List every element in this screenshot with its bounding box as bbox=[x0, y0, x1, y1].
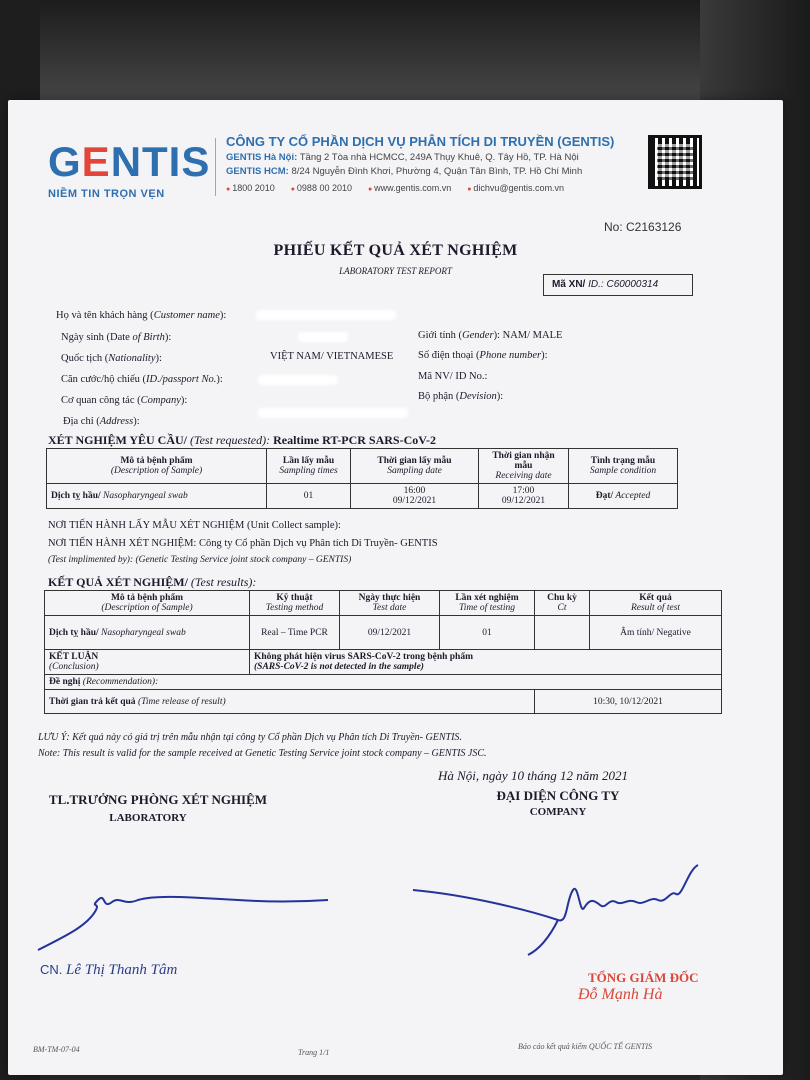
address-label: Địa chỉ ( bbox=[63, 416, 100, 427]
right-signature-image bbox=[408, 860, 718, 960]
res-times-cell: 01 bbox=[440, 616, 535, 650]
division-label: Bộ phận ( bbox=[418, 391, 460, 402]
req-sampling-cell: 16:00 09/12/2021 bbox=[351, 484, 479, 509]
conclusion-label-cell: KẾT LUẬN (Conclusion) bbox=[45, 650, 250, 675]
gender-field: Giới tính (Gender): NAM/ MALE bbox=[418, 330, 563, 341]
res-result-cell: Âm tính/ Negative bbox=[590, 616, 722, 650]
company-name: CÔNG TY CỔ PHẦN DỊCH VỤ PHÂN TÍCH DI TRUYỀN (GENTIS) bbox=[226, 134, 615, 149]
phone-label-en: Phone number bbox=[479, 350, 542, 361]
release-value-cell: 10:30, 10/12/2021 bbox=[535, 690, 722, 714]
req-col-receiving-date: Thời gian nhận mẫu Receiving date bbox=[479, 449, 569, 484]
email-link[interactable]: ● dichvu@gentis.com.vn bbox=[467, 183, 564, 193]
test-id-value: C60000314 bbox=[603, 279, 659, 290]
req-condition-cell: Đạt/ Accepted bbox=[569, 484, 678, 509]
req-col-sampling-date: Thời gian lấy mẫu Sampling date bbox=[351, 449, 479, 484]
res-ct-cell bbox=[535, 616, 590, 650]
results-header-row bbox=[45, 591, 722, 616]
gender-label: Giới tính ( bbox=[418, 330, 463, 341]
passport-field: Căn cước/hộ chiếu (ID./passport No.): bbox=[61, 374, 223, 385]
res-col-test-date: Ngày thực hiện Test date bbox=[340, 591, 440, 616]
division-label-en: Devision bbox=[459, 391, 497, 402]
redacted-passport bbox=[258, 375, 338, 385]
mobile-phone: ● 0988 00 2010 bbox=[291, 183, 352, 193]
requested-heading-en: (Test requested): bbox=[187, 433, 271, 447]
customer-name-label-en: Customer name bbox=[153, 310, 220, 321]
recommendation-row bbox=[45, 675, 722, 690]
release-label-cell: Thời gian trả kết quả (Time release of result) bbox=[45, 690, 535, 714]
company-label-en: Company bbox=[140, 395, 181, 406]
nationality-label: Quốc tịch ( bbox=[61, 353, 109, 364]
page-number: Trang 1/1 bbox=[298, 1048, 330, 1057]
hotline: ● 1800 2010 bbox=[226, 183, 275, 193]
phone-field: Số điện thoại (Phone number): bbox=[418, 350, 548, 361]
requested-header-row bbox=[47, 449, 678, 484]
company-label: Cơ quan công tác ( bbox=[61, 395, 141, 406]
redacted-dob bbox=[298, 332, 348, 342]
redacted-name bbox=[256, 310, 396, 320]
header-divider bbox=[215, 138, 216, 196]
hcm-label: GENTIS HCM: bbox=[226, 166, 289, 177]
passport-label-en: ID./passport No. bbox=[146, 374, 217, 385]
logo-word: GENTIS bbox=[48, 138, 211, 185]
nationality-field: Quốc tịch (Nationality): bbox=[61, 353, 162, 364]
company-info bbox=[226, 134, 636, 193]
background-top bbox=[0, 0, 810, 110]
left-signer-subtitle: LABORATORY bbox=[109, 812, 187, 824]
company-logo bbox=[48, 138, 210, 200]
left-signer-title: TL.TRƯỞNG PHÒNG XÉT NGHIỆM bbox=[48, 792, 268, 807]
logo-tagline: NIỀM TIN TRỌN VẸN bbox=[48, 188, 165, 200]
report-title: PHIẾU KẾT QUẢ XÉT NGHIỆM bbox=[273, 242, 518, 259]
right-signer-title: ĐẠI DIỆN CÔNG TY bbox=[496, 788, 620, 803]
results-heading-en: (Test results): bbox=[187, 575, 257, 589]
director-name: Đỗ Mạnh Hà bbox=[578, 986, 663, 1003]
place-date: Hà Nội, ngày 10 tháng 12 năm 2021 bbox=[438, 768, 628, 783]
note-vi: LƯU Ý: Kết quả này có giá trị trên mẫu nhận tại công ty Cổ phần Dịch vụ Phân tích Di Truyền- GENTIS. bbox=[38, 732, 462, 743]
recommendation-cell: Đề nghị (Recommendation): bbox=[45, 675, 722, 690]
hcm-address-line bbox=[226, 166, 636, 177]
phone-label: Số điện thoại ( bbox=[418, 350, 480, 361]
conclusion-value-cell: Không phát hiện virus SARS-CoV-2 trong bệnh phẩm (SARS-CoV-2 is not detected in the sample) bbox=[250, 650, 722, 675]
report-subtitle: LABORATORY TEST REPORT bbox=[339, 266, 452, 276]
website-link[interactable]: ● www.gentis.com.vn bbox=[368, 183, 451, 193]
customer-name-label: Họ và tên khách hàng ( bbox=[56, 310, 154, 321]
collect-place: NƠI TIẾN HÀNH LẤY MẪU XÉT NGHIỆM (Unit Collect sample): bbox=[48, 520, 341, 531]
res-col-times: Lần xét nghiệm Time of testing bbox=[440, 591, 535, 616]
conclusion-row bbox=[45, 650, 722, 675]
hcm-address: 8/24 Nguyễn Đình Khơi, Phường 4, Quận Tân Bình, TP. Hồ Chí Minh bbox=[291, 166, 583, 177]
company-field: Cơ quan công tác (Company): bbox=[61, 395, 188, 406]
res-description-cell: Dịch tỵ hầu/ Nasopharyngeal swab bbox=[45, 616, 250, 650]
left-signature-image bbox=[28, 880, 348, 960]
nvid-field: Mã NV/ ID No.: bbox=[418, 371, 488, 382]
req-receiving-cell: 17:00 09/12/2021 bbox=[479, 484, 569, 509]
director-title: TỔNG GIÁM ĐỐC bbox=[588, 970, 699, 985]
nationality-value: VIỆT NAM/ VIETNAMESE bbox=[270, 351, 394, 362]
requested-heading-vi: XÉT NGHIỆM YÊU CẦU/ bbox=[48, 433, 188, 447]
req-times-cell: 01 bbox=[267, 484, 351, 509]
dob-label-en: of Birth bbox=[132, 332, 165, 343]
results-table bbox=[44, 590, 722, 714]
results-heading bbox=[48, 575, 256, 590]
requested-heading bbox=[48, 433, 436, 448]
res-col-result: Kết quả Result of test bbox=[590, 591, 722, 616]
res-test-date-cell: 09/12/2021 bbox=[340, 616, 440, 650]
report-paper bbox=[8, 100, 783, 1075]
address-label-en: Address bbox=[99, 416, 134, 427]
redacted-address bbox=[258, 408, 408, 418]
division-field: Bộ phận (Devision): bbox=[418, 391, 504, 402]
note-en: Note: This result is valid for the sample received at Genetic Testing Service joint stock company – GENTIS JSC. bbox=[38, 748, 487, 759]
hanoi-label: GENTIS Hà Nội: bbox=[226, 152, 298, 163]
dob-field: Ngày sinh (Date of Birth): bbox=[61, 332, 172, 343]
document-number: No: C2163126 bbox=[604, 220, 682, 234]
requested-test-value: Realtime RT-PCR SARS-CoV-2 bbox=[270, 433, 437, 447]
req-col-condition: Tình trạng mẫu Sample condition bbox=[569, 449, 678, 484]
req-col-times: Lần lấy mẫu Sampling times bbox=[267, 449, 351, 484]
left-signer-name: CN. Lê Thị Thanh Tâm bbox=[40, 962, 178, 978]
contact-row bbox=[226, 183, 636, 193]
address-field: Địa chỉ (Address): bbox=[63, 416, 140, 427]
res-col-description: Mô tả bệnh phẩm (Description of Sample) bbox=[45, 591, 250, 616]
results-heading-vi: KẾT QUẢ XÉT NGHIỆM/ bbox=[48, 575, 188, 589]
gender-label-en: Gender bbox=[462, 330, 494, 341]
table-row bbox=[45, 616, 722, 650]
res-method-cell: Real – Time PCR bbox=[250, 616, 340, 650]
release-row bbox=[45, 690, 722, 714]
qr-code bbox=[648, 135, 702, 189]
res-col-method: Kỹ thuật Testing method bbox=[250, 591, 340, 616]
test-id-label: Mã XN/ bbox=[552, 279, 586, 290]
gender-value: NAM/ MALE bbox=[502, 330, 563, 341]
requested-table bbox=[46, 448, 678, 509]
right-signer-subtitle: COMPANY bbox=[529, 806, 587, 818]
customer-name-field: Họ và tên khách hàng (Customer name): bbox=[56, 310, 227, 321]
table-row bbox=[47, 484, 678, 509]
passport-label: Căn cước/hộ chiếu ( bbox=[61, 374, 147, 385]
dob-label: Ngày sinh (Date bbox=[61, 332, 133, 343]
form-code: BM-TM-07-04 bbox=[33, 1045, 80, 1054]
req-description-cell: Dịch tỵ hầu/ Nasopharyngeal swab bbox=[47, 484, 267, 509]
nationality-label-en: Nationality bbox=[108, 353, 156, 364]
req-col-description: Mô tả bệnh phẩm (Description of Sample) bbox=[47, 449, 267, 484]
hanoi-address: Tầng 2 Tòa nhà HCMCC, 249A Thụy Khuê, Q. Tây Hồ, TP. Hà Nội bbox=[299, 152, 579, 163]
res-col-ct: Chu kỳ Ct bbox=[535, 591, 590, 616]
footer-right: Báo cáo kết quả kiểm QUỐC TẾ GENTIS bbox=[518, 1042, 652, 1051]
hanoi-address-line bbox=[226, 152, 636, 163]
test-id-label-en: ID.: bbox=[585, 279, 604, 290]
implement-place-en: (Test implimented by): (Genetic Testing Service joint stock company – GENTIS) bbox=[48, 555, 352, 565]
implement-place: NƠI TIẾN HÀNH XÉT NGHIỆM: Công ty Cổ phần Dịch vụ Phân tích Di Truyền- GENTIS bbox=[48, 538, 438, 549]
test-id-box bbox=[543, 274, 693, 296]
